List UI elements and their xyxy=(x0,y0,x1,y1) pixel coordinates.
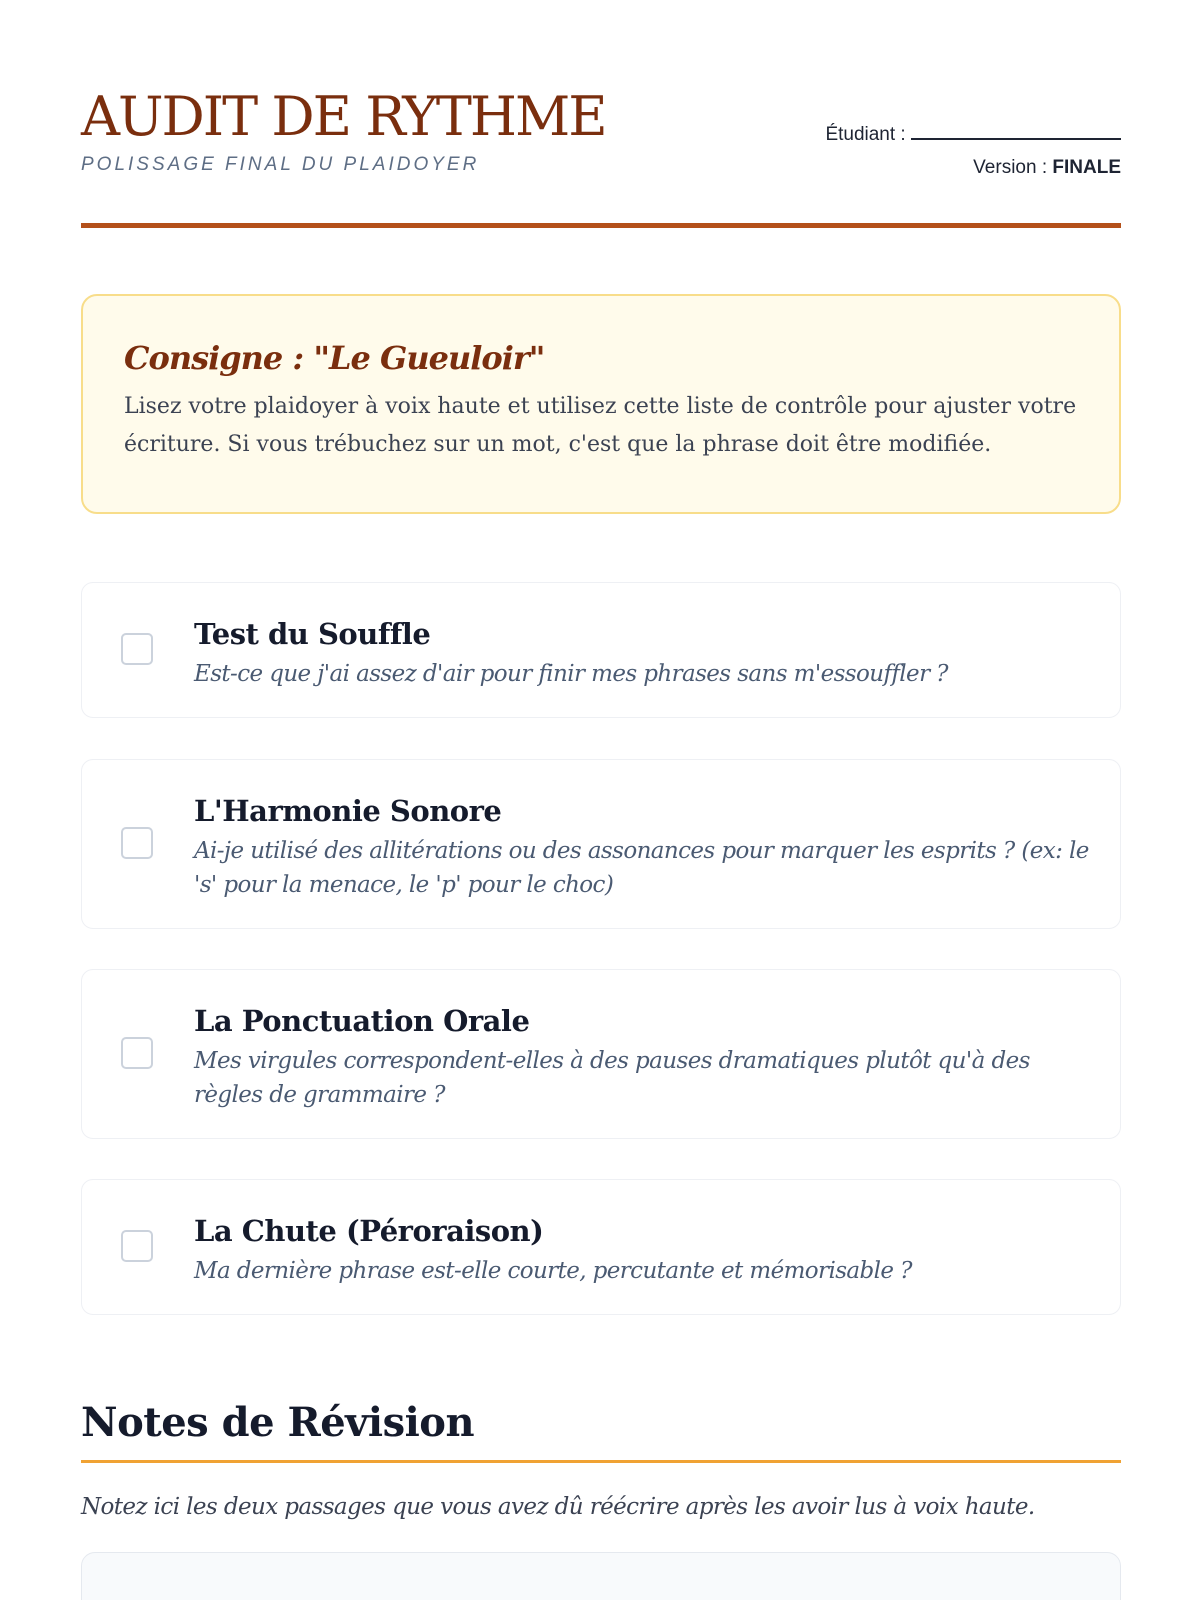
checklist-item-description: Est-ce que j'ai assez d'air pour finir mes phrases sans m'essouffler ? xyxy=(194,661,948,687)
checklist-item-title: L'Harmonie Sonore xyxy=(194,794,502,828)
revision-notes-area[interactable] xyxy=(81,1552,1121,1600)
student-name-blank[interactable] xyxy=(911,122,1121,140)
version-label: Version : xyxy=(973,157,1048,178)
checklist-item-description: Ai-je utilisé des allitérations ou des assonances pour marquer les esprits ? (ex: le 's' pour la menace, le 'p' pour le choc) xyxy=(194,838,1089,898)
notes-hint: Notez ici les deux passages que vous avez dû réécrire après les avoir lus à voix haute. xyxy=(81,1494,1035,1520)
instruction-box xyxy=(81,294,1121,514)
checkbox-breath[interactable] xyxy=(121,633,153,665)
checklist-item-description: Ma dernière phrase est-elle courte, percutante et mémorisable ? xyxy=(194,1258,912,1284)
checkbox-harmony[interactable] xyxy=(121,827,153,859)
checklist-item-peroration xyxy=(81,1179,1121,1315)
document-header xyxy=(81,86,1121,228)
checklist-item-description: Mes virgules correspondent-elles à des pauses dramatiques plutôt qu'à des règles de grammaire ? xyxy=(194,1048,1030,1108)
checkbox-peroration[interactable] xyxy=(121,1230,153,1262)
checklist-item-title: La Chute (Péroraison) xyxy=(194,1214,544,1248)
instruction-text: Lisez votre plaidoyer à voix haute et utilisez cette liste de contrôle pour ajuster votre écriture. Si vous trébuchez sur un mot, c'est que la phrase doit être modifiée. xyxy=(124,394,1077,457)
page-title: AUDIT DE RYTHME xyxy=(81,85,606,148)
checklist-item-harmony xyxy=(81,759,1121,929)
checklist-item-title: Test du Souffle xyxy=(194,617,431,651)
notes-section-title: Notes de Révision xyxy=(81,1395,1121,1463)
page-subtitle: POLISSAGE FINAL DU PLAIDOYER xyxy=(81,154,480,175)
checkbox-punctuation[interactable] xyxy=(121,1037,153,1069)
student-label: Étudiant : xyxy=(825,124,906,145)
document-meta xyxy=(825,118,1121,184)
checklist-item-punctuation xyxy=(81,969,1121,1139)
instruction-title: Consigne : "Le Gueuloir" xyxy=(124,339,545,377)
version-line xyxy=(825,151,1121,184)
version-value: FINALE xyxy=(1052,157,1121,178)
checklist-item-breath xyxy=(81,582,1121,718)
student-line xyxy=(825,118,1121,151)
checklist-item-title: La Ponctuation Orale xyxy=(194,1004,530,1038)
